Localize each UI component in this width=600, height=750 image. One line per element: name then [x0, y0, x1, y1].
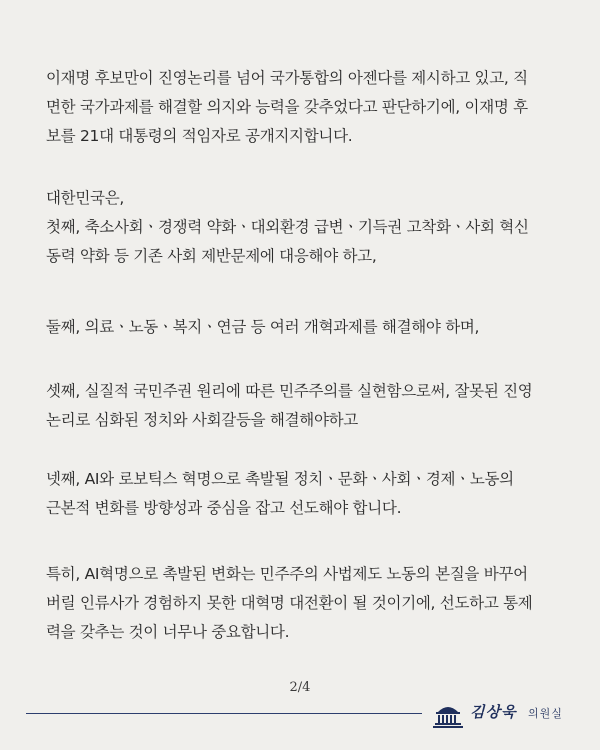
text-line: 논리로 심화된 정치와 사회갈등을 해결해야하고	[46, 411, 358, 429]
page-number: 2/4	[289, 680, 311, 695]
text-line: 넷째, AI와 로보틱스 혁명으로 촉발될 정치ㆍ문화ㆍ사회ㆍ경제ㆍ노동의	[46, 470, 514, 488]
author-office-label: 의원실	[528, 707, 563, 720]
author-name: 김상욱	[470, 703, 517, 721]
text-line: 근본적 변화를 방향성과 중심을 잡고 선도해야 합니다.	[46, 499, 402, 517]
text-line: 특히, AI혁명으로 촉발된 변화는 민주주의 사법제도 노동의 본질을 바꾸어	[46, 565, 528, 583]
paragraph-ai-revolution	[46, 560, 576, 647]
paragraph-fourth-task	[46, 465, 576, 523]
text-line: 셋째, 실질적 국민주권 원리에 따른 민주주의를 실현함으로써, 잘못된 진영	[46, 382, 533, 400]
footer-divider	[26, 713, 422, 714]
text-line: 첫째, 축소사회ㆍ경쟁력 약화ㆍ대외환경 급변ㆍ기득권 고착화ㆍ사회 혁신	[46, 218, 529, 236]
text-line: 이재명 후보만이 진영논리를 넘어 국가통합의 아젠다를 제시하고 있고, 직	[46, 69, 528, 87]
national-assembly-building-icon	[432, 700, 464, 728]
text-line: 력을 갖추는 것이 너무나 중요합니다.	[46, 623, 290, 641]
text-line: 동력 약화 등 기존 사회 제반문제에 대응해야 하고,	[46, 247, 377, 265]
text-line: 보를 21대 대통령의 적임자로 공개지지합니다.	[46, 127, 353, 145]
paragraph-third-task	[46, 377, 576, 435]
text-line: 면한 국가과제를 해결할 의지와 능력을 갖추었다고 판단하기에, 이재명 후	[46, 98, 528, 116]
text-line: 버릴 인류사가 경험하지 못한 대혁명 대전환이 될 것이기에, 선도하고 통제	[46, 594, 533, 612]
paragraph-second-task	[46, 313, 576, 342]
paragraph-endorsement	[46, 64, 576, 151]
text-line: 둘째, 의료ㆍ노동ㆍ복지ㆍ연금 등 여러 개혁과제를 해결해야 하며,	[46, 318, 480, 336]
text-line: 대한민국은,	[46, 189, 124, 207]
paragraph-first-task	[46, 184, 576, 271]
